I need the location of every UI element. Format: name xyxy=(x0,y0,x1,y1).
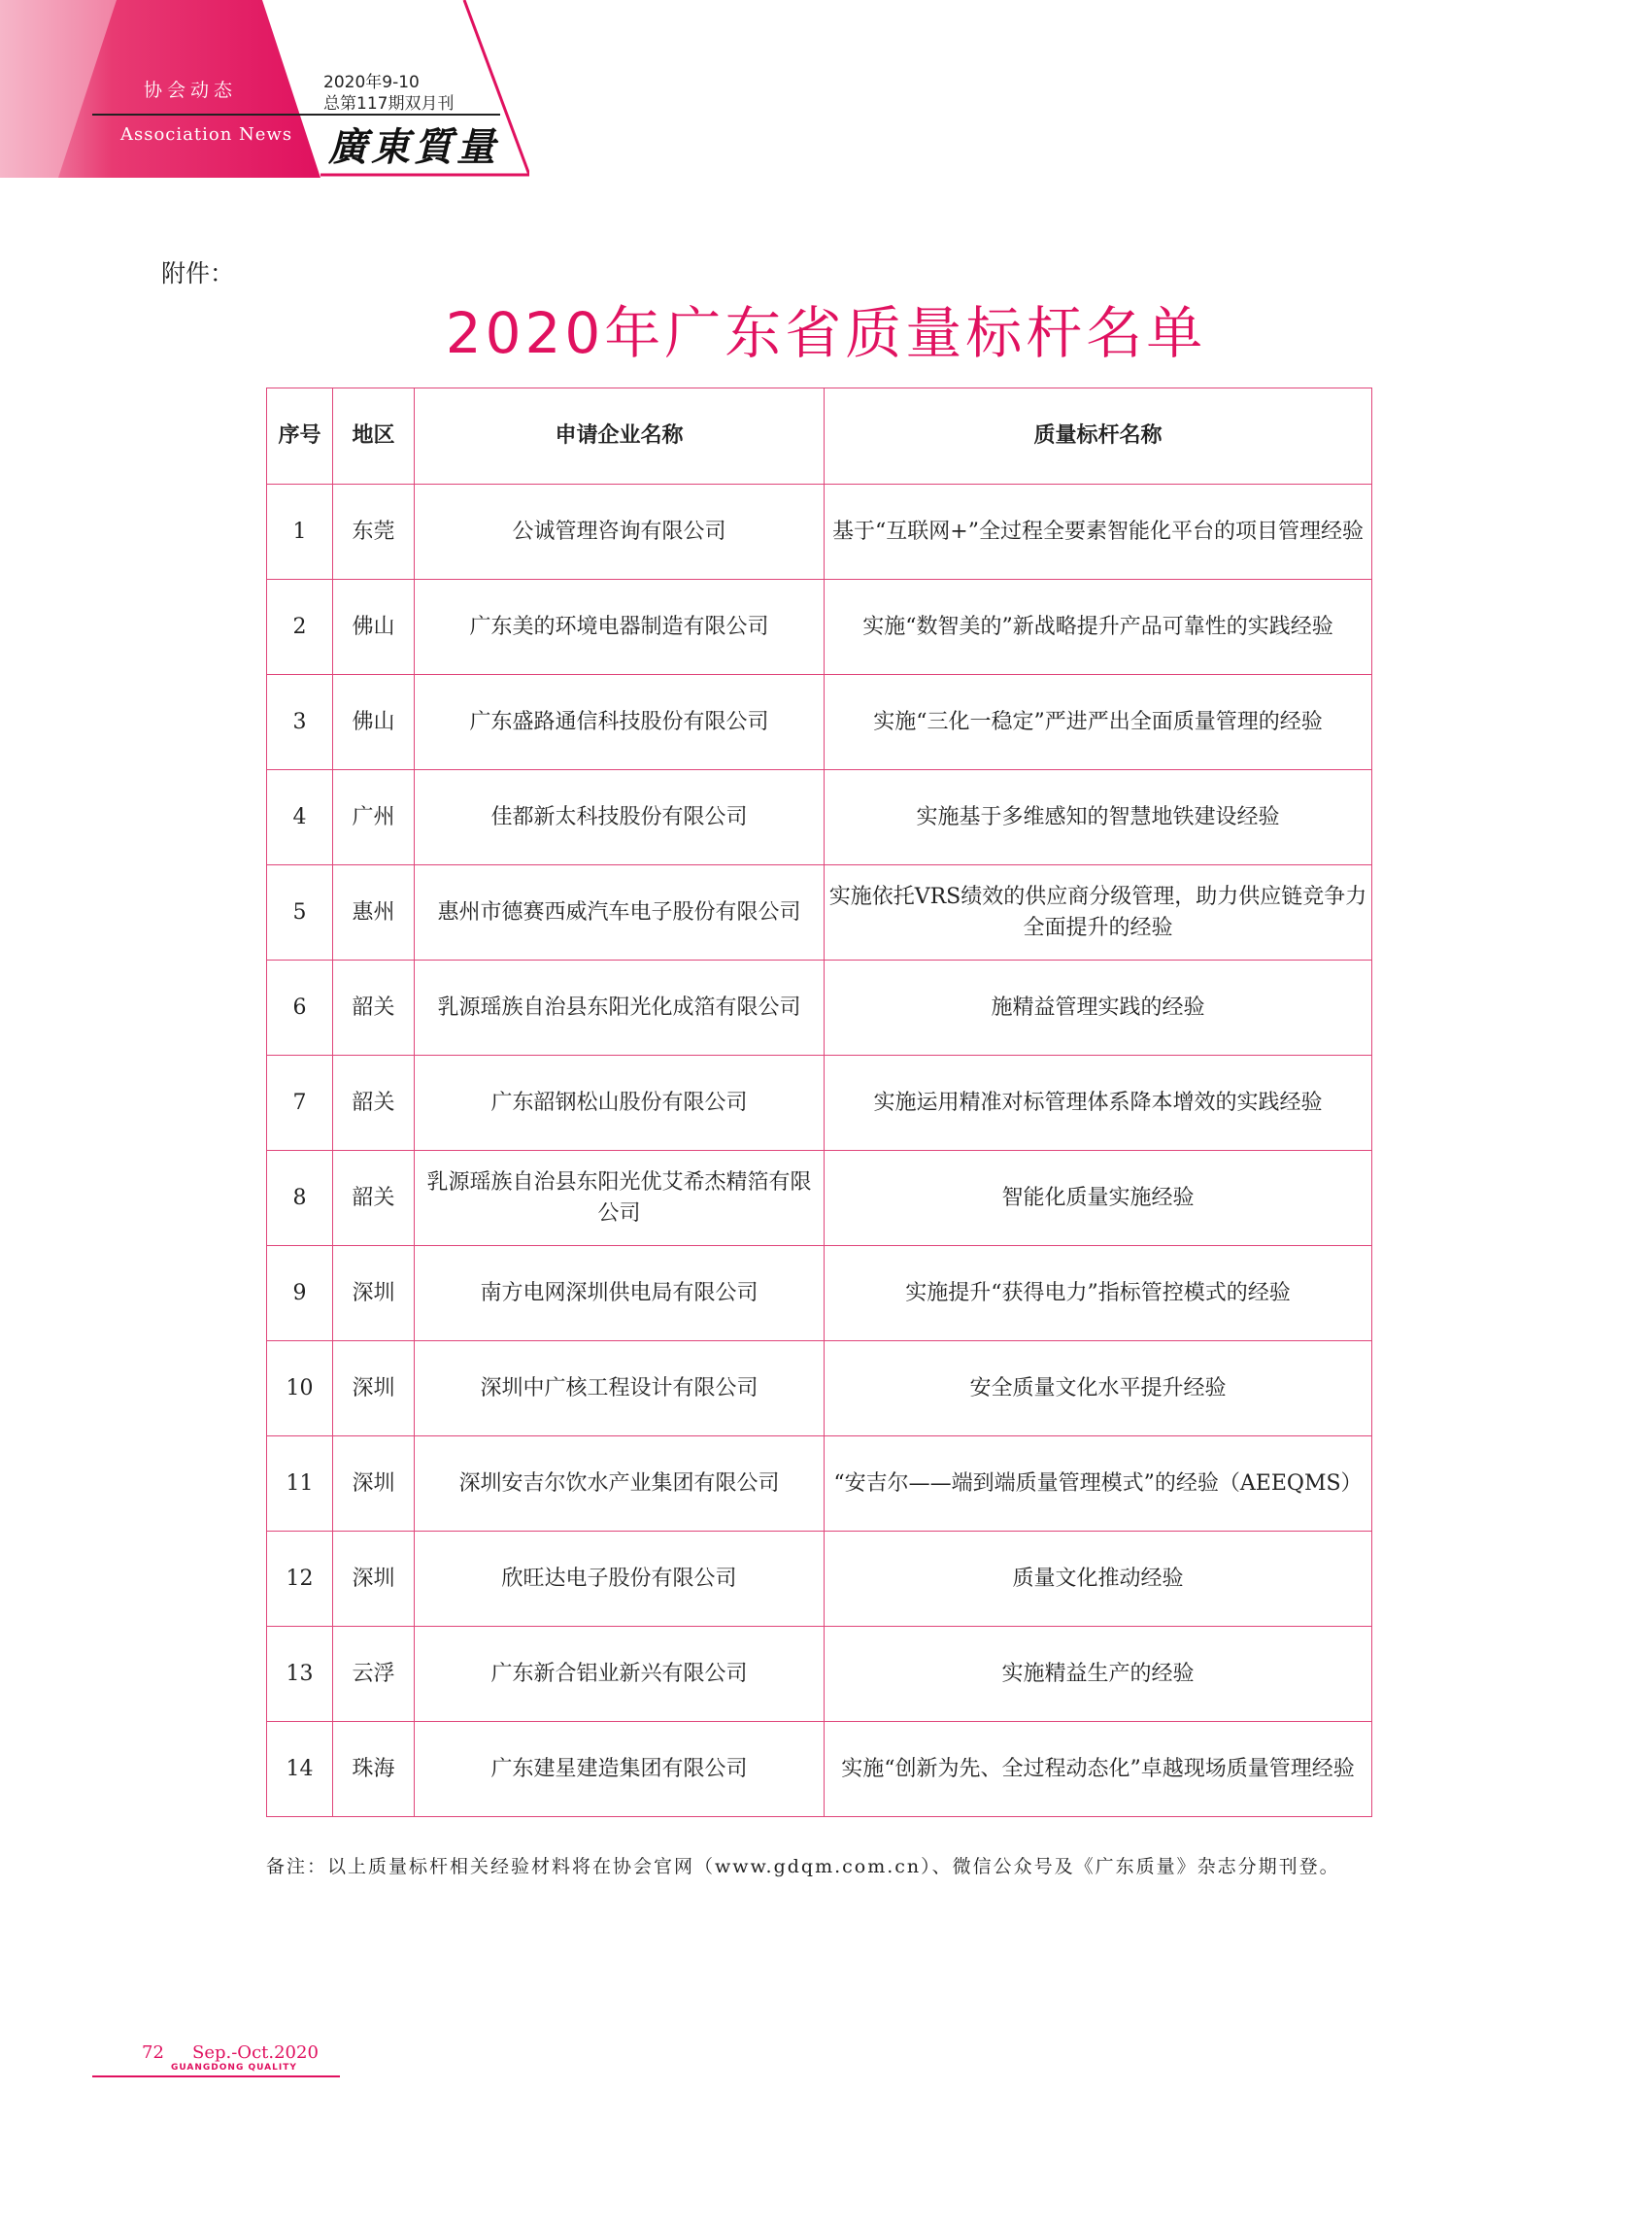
footer-brand: GUANGDONG QUALITY xyxy=(171,2063,297,2073)
table-header-row xyxy=(267,388,1372,485)
table-row xyxy=(267,865,1372,961)
cell-region: 韶关 xyxy=(333,1151,415,1246)
footer-date: Sep.-Oct.2020 xyxy=(192,2042,319,2063)
cell-region: 韶关 xyxy=(333,1056,415,1151)
table-body xyxy=(267,485,1372,1817)
cell-company: 深圳中广核工程设计有限公司 xyxy=(415,1341,825,1436)
cell-company: 乳源瑶族自治县东阳光优艾希杰精箔有限公司 xyxy=(415,1151,825,1246)
cell-region: 佛山 xyxy=(333,580,415,675)
cell-no: 14 xyxy=(267,1722,333,1817)
cell-benchmark: 实施“创新为先、全过程动态化”卓越现场质量管理经验 xyxy=(825,1722,1372,1817)
footnote: 备注：以上质量标杆相关经验材料将在协会官网（www.gdqm.com.cn）、微信公众号及《广东质量》杂志分期刊登。 xyxy=(266,1856,1340,1877)
cell-benchmark: 实施“三化一稳定”严进严出全面质量管理的经验 xyxy=(825,675,1372,770)
cell-benchmark: 安全质量文化水平提升经验 xyxy=(825,1341,1372,1436)
attachment-label: 附件： xyxy=(161,259,235,287)
cell-region: 东莞 xyxy=(333,485,415,580)
cell-region: 深圳 xyxy=(333,1341,415,1436)
cell-region: 广州 xyxy=(333,770,415,865)
cell-benchmark: 实施“数智美的”新战略提升产品可靠性的实践经验 xyxy=(825,580,1372,675)
cell-no: 7 xyxy=(267,1056,333,1151)
cell-company: 广东美的环境电器制造有限公司 xyxy=(415,580,825,675)
cell-no: 6 xyxy=(267,961,333,1056)
cell-company: 广东韶钢松山股份有限公司 xyxy=(415,1056,825,1151)
cell-benchmark: 实施精益生产的经验 xyxy=(825,1627,1372,1722)
header-company: 申请企业名称 xyxy=(415,388,825,485)
cell-benchmark: “安吉尔——端到端质量管理模式”的经验（AEEQMS） xyxy=(825,1436,1372,1532)
cell-no: 3 xyxy=(267,675,333,770)
cell-benchmark: 智能化质量实施经验 xyxy=(825,1151,1372,1246)
cell-company: 欣旺达电子股份有限公司 xyxy=(415,1532,825,1627)
cell-no: 5 xyxy=(267,865,333,961)
cell-company: 惠州市德赛西威汽车电子股份有限公司 xyxy=(415,865,825,961)
header-benchmark: 质量标杆名称 xyxy=(825,388,1372,485)
cell-company: 乳源瑶族自治县东阳光化成箔有限公司 xyxy=(415,961,825,1056)
table-row xyxy=(267,675,1372,770)
page-number: 72 xyxy=(142,2042,164,2063)
cell-no: 2 xyxy=(267,580,333,675)
issue-number: 总第117期双月刊 xyxy=(323,94,455,114)
cell-region: 佛山 xyxy=(333,675,415,770)
cell-benchmark: 实施基于多维感知的智慧地铁建设经验 xyxy=(825,770,1372,865)
issue-date: 2020年9-10 xyxy=(323,73,420,92)
cell-benchmark: 实施运用精准对标管理体系降本增效的实践经验 xyxy=(825,1056,1372,1151)
table-row xyxy=(267,1627,1372,1722)
section-title-cn: 协会动态 xyxy=(144,80,238,101)
cell-no: 13 xyxy=(267,1627,333,1722)
table-row xyxy=(267,770,1372,865)
cell-company: 公诚管理咨询有限公司 xyxy=(415,485,825,580)
table-row xyxy=(267,1056,1372,1151)
cell-benchmark: 质量文化推动经验 xyxy=(825,1532,1372,1627)
page-title: 2020年广东省质量标杆名单 xyxy=(445,300,1207,366)
cell-no: 1 xyxy=(267,485,333,580)
table-row xyxy=(267,1246,1372,1341)
cell-company: 广东盛路通信科技股份有限公司 xyxy=(415,675,825,770)
cell-region: 深圳 xyxy=(333,1246,415,1341)
cell-no: 12 xyxy=(267,1532,333,1627)
cell-region: 惠州 xyxy=(333,865,415,961)
header-region: 地区 xyxy=(333,388,415,485)
table-row xyxy=(267,961,1372,1056)
cell-benchmark: 施精益管理实践的经验 xyxy=(825,961,1372,1056)
cell-company: 广东新合铝业新兴有限公司 xyxy=(415,1627,825,1722)
cell-region: 深圳 xyxy=(333,1436,415,1532)
cell-no: 4 xyxy=(267,770,333,865)
cell-region: 云浮 xyxy=(333,1627,415,1722)
cell-no: 10 xyxy=(267,1341,333,1436)
cell-region: 韶关 xyxy=(333,961,415,1056)
table-row xyxy=(267,580,1372,675)
cell-benchmark: 实施提升“获得电力”指标管控模式的经验 xyxy=(825,1246,1372,1341)
cell-no: 9 xyxy=(267,1246,333,1341)
table-row xyxy=(267,485,1372,580)
cell-no: 11 xyxy=(267,1436,333,1532)
footer-divider xyxy=(92,2075,340,2077)
cell-company: 佳都新太科技股份有限公司 xyxy=(415,770,825,865)
cell-company: 南方电网深圳供电局有限公司 xyxy=(415,1246,825,1341)
cell-no: 8 xyxy=(267,1151,333,1246)
table-row xyxy=(267,1341,1372,1436)
cell-company: 深圳安吉尔饮水产业集团有限公司 xyxy=(415,1436,825,1532)
header-no: 序号 xyxy=(267,388,333,485)
cell-region: 深圳 xyxy=(333,1532,415,1627)
cell-region: 珠海 xyxy=(333,1722,415,1817)
table-row xyxy=(267,1532,1372,1627)
table-row xyxy=(267,1722,1372,1817)
cell-benchmark: 基于“互联网+”全过程全要素智能化平台的项目管理经验 xyxy=(825,485,1372,580)
magazine-logo: 廣東質量 xyxy=(328,124,499,170)
cell-benchmark: 实施依托VRS绩效的供应商分级管理，助力供应链竞争力全面提升的经验 xyxy=(825,865,1372,961)
section-title-en: Association News xyxy=(120,124,293,145)
table-row xyxy=(267,1436,1372,1532)
cell-company: 广东建星建造集团有限公司 xyxy=(415,1722,825,1817)
benchmark-table xyxy=(266,388,1372,1817)
table-row xyxy=(267,1151,1372,1246)
